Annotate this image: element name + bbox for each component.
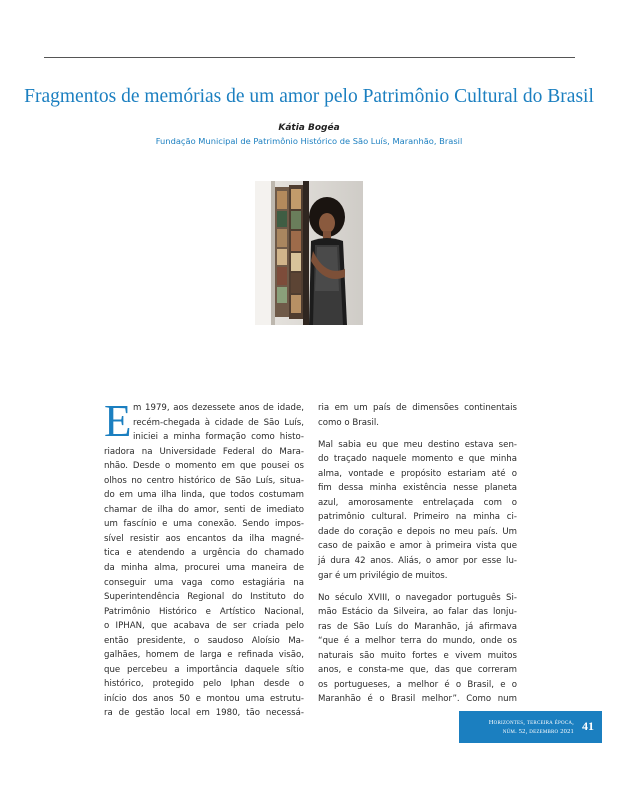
text-line: conseguir uma vaga como estagiária na (104, 577, 304, 588)
text-line: como o Brasil. (318, 417, 380, 428)
author-affiliation: Fundação Municipal de Patrimônio Histórico de São Luís, Maranhão, Brasil (155, 136, 463, 146)
text-line: já dura 42 anos. Aliás, o amor por esse lu- (318, 555, 517, 566)
text-line: dade do coração e depois no meu país. Um (318, 526, 517, 537)
text-line: recém-chegada à cidade de São Luís, (133, 417, 304, 428)
text-line: mão Estácio da Silveira, ao falar das lonju- (318, 607, 517, 618)
text-line: ras de São Luís do Maranhão, já afirmava (318, 621, 517, 632)
article-title: Fragmentos de memórias de um amor pelo Patrimônio Cultural do Brasil (24, 86, 594, 107)
text-line: azul, amorosamente entrelaçada com o (318, 497, 517, 508)
author-photo (255, 181, 363, 325)
text-line: o IPHAN, que acabava de ser criada pelo (104, 621, 304, 632)
text-line: fim dessa minha existência nesse planeta (318, 483, 517, 494)
text-line: sível resistir aos encantos da ilha magné- (104, 533, 304, 544)
text-line: anos, e consta-me que, das que correram (318, 665, 517, 676)
text-line: gar é um privilégio de muitos. (318, 570, 448, 581)
text-line: chamar de ilha do amor, senti de imediato (104, 504, 304, 515)
text-line: olhos no centro histórico de São Luís, situa- (104, 475, 304, 486)
text-line: patrimônio cultural. Primeiro na minha ci- (318, 512, 517, 523)
text-line: naturais são muito fortes e vivem muitos (318, 650, 517, 661)
top-rule (44, 57, 575, 58)
drop-cap: E (104, 396, 132, 446)
text-line: nhão. Desde o momento em que pousei os (104, 461, 304, 472)
text-line: um fascínio e uma conexão. Sendo impos- (104, 519, 304, 530)
text-line: Mal sabia eu que meu destino estava sen- (318, 439, 517, 450)
text-line: iniciei a minha formação como histo- (133, 432, 304, 443)
page-footer (459, 711, 602, 743)
text-line: início dos anos 50 e montou uma estrutu- (104, 693, 304, 704)
text-line: ria em um país de dimensões continentais (318, 403, 517, 413)
text-line: da minha alma, procurei uma maneira de (104, 563, 304, 574)
text-line: do em uma ilha linda, que todos costumam (104, 490, 304, 501)
text-line: caso de paixão e amor à primeira vista que (318, 541, 517, 552)
text-line: riadora na Universidade Federal do Mara- (104, 446, 304, 457)
author-name: Kátia Bogéa (278, 123, 340, 133)
text-line: ra de gestão local em 1980, tão necessá- (104, 708, 304, 719)
text-line: “que é a melhor terra do mundo, onde os (318, 636, 517, 647)
text-line: então presidente, o saudoso Aloísio Ma- (104, 635, 304, 646)
text-line: histórico, protegido pelo Iphan desde o (104, 679, 304, 690)
text-line: do traçado naquele momento e que minha (318, 454, 517, 465)
journal-line: Horizontes, terceira época, (488, 719, 574, 726)
journal-line: núm. 52, dezembro 2021 (502, 728, 574, 735)
text-line: que percebeu a importância daquele sítio (104, 664, 304, 675)
text-line: alma, vontade e propósito estariam até o (318, 468, 517, 479)
text-line: Patrimônio Histórico e Artístico Nacional, (104, 606, 304, 617)
page-number: 41 (582, 719, 594, 733)
text-column-left (104, 396, 304, 721)
text-line: m 1979, aos dezessete anos de idade, (133, 403, 304, 413)
text-line: No século XVIII, o navegador português Si- (318, 592, 517, 603)
text-line: tica e atendendo a urgência do chamado (104, 548, 304, 559)
text-line: galhães, homem de larga e refinada visão, (104, 650, 304, 661)
text-line: Maranhão é o Brasil melhor”. Como num (318, 694, 517, 705)
text-line: Superintendência Regional do Instituto do (104, 592, 304, 603)
text-line: os portugueses, a melhor é o Brasil, e o (318, 679, 517, 690)
journal-citation (489, 718, 574, 736)
text-column-right (318, 401, 517, 707)
